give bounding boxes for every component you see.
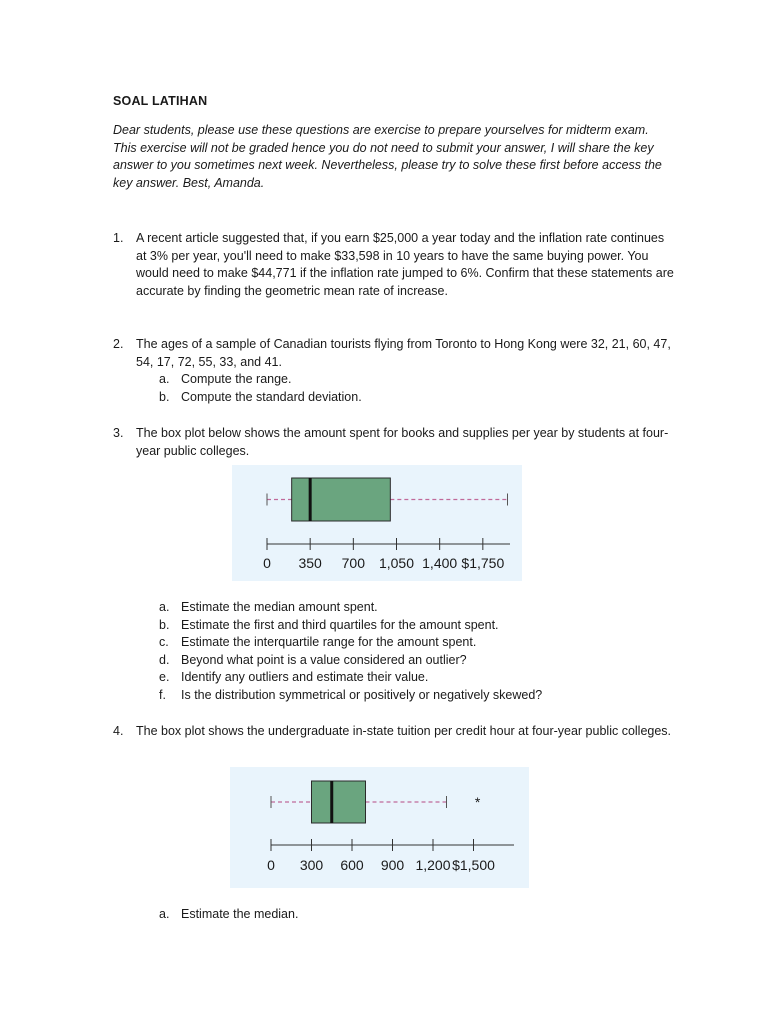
part-text: Is the distribution symmetrical or positively or negatively skewed? bbox=[181, 687, 543, 702]
question-4 bbox=[113, 723, 678, 741]
part-letter: b. bbox=[159, 617, 170, 632]
box-plot-svg bbox=[232, 465, 522, 581]
part-letter: a. bbox=[159, 372, 170, 387]
question-part bbox=[159, 669, 678, 687]
box-plot-tuition bbox=[230, 767, 529, 888]
question-4-parts bbox=[113, 906, 678, 924]
x-tick-label: 1,400 bbox=[422, 555, 458, 571]
question-text: The box plot below shows the amount spent for books and supplies per year by students at four-year public colleges. bbox=[136, 426, 669, 458]
part-text: Estimate the first and third quartiles for the amount spent. bbox=[181, 617, 499, 632]
question-3-parts bbox=[113, 599, 678, 705]
question-number: 1. bbox=[113, 231, 124, 245]
part-letter: c. bbox=[159, 635, 169, 650]
part-letter: e. bbox=[159, 670, 170, 685]
part-text: Compute the range. bbox=[181, 372, 292, 387]
x-tick-label: $1,750 bbox=[461, 555, 505, 571]
x-tick-label: 700 bbox=[341, 555, 366, 571]
x-tick-label: 0 bbox=[267, 857, 275, 873]
question-part bbox=[159, 687, 678, 705]
part-text: Estimate the median amount spent. bbox=[181, 600, 378, 614]
question-text: The ages of a sample of Canadian tourists flying from Toronto to Hong Kong were 32, 21, 60, 47, 54, 17, 72, 55, 33, and 41. bbox=[136, 337, 671, 369]
part-text: Identify any outliers and estimate their value. bbox=[181, 670, 429, 685]
question-3 bbox=[113, 425, 678, 460]
part-letter: a. bbox=[159, 600, 170, 614]
x-tick-label: 350 bbox=[298, 555, 322, 571]
x-tick-label: 600 bbox=[340, 857, 364, 873]
x-tick-label: 0 bbox=[263, 555, 271, 571]
part-text: Estimate the median. bbox=[181, 907, 299, 921]
x-tick-label: 900 bbox=[380, 857, 405, 873]
outlier-marker: * bbox=[474, 794, 481, 810]
x-tick-label: $1,500 bbox=[452, 857, 495, 873]
question-part bbox=[159, 652, 678, 670]
part-letter: f. bbox=[159, 687, 166, 702]
question-number: 4. bbox=[113, 724, 124, 738]
question-text: A recent article suggested that, if you earn $25,000 a year today and the inflation rate continues at 3% per year, you'll need to make $33,598 in 10 years to have the same buying power. You would need to make $44,771 if the inflation rate jumped to 6%. Confirm that these statements are accurate by finding the geometric mean rate of increase. bbox=[136, 231, 674, 298]
part-text: Beyond what point is a value considered an outlier? bbox=[181, 652, 467, 667]
document-heading: SOAL LATIHAN bbox=[113, 94, 208, 108]
question-part bbox=[159, 634, 678, 652]
question-part bbox=[159, 617, 678, 635]
question-number: 2. bbox=[113, 337, 124, 351]
iqr-box bbox=[312, 781, 366, 823]
question-part bbox=[159, 389, 678, 407]
question-2 bbox=[113, 336, 678, 406]
question-number: 3. bbox=[113, 426, 124, 440]
x-tick-label: 300 bbox=[299, 857, 324, 873]
iqr-box bbox=[292, 478, 391, 521]
part-letter: b. bbox=[159, 389, 170, 404]
x-tick-label: 1,200 bbox=[415, 857, 451, 873]
question-1 bbox=[113, 230, 678, 300]
part-letter: a. bbox=[159, 907, 170, 921]
question-part bbox=[159, 906, 678, 924]
box-plot-books-supplies bbox=[232, 465, 522, 581]
x-tick-label: 1,050 bbox=[378, 555, 415, 571]
question-part bbox=[159, 599, 678, 617]
question-text: The box plot shows the undergraduate in-state tuition per credit hour at four-year public colleges. bbox=[136, 724, 672, 738]
intro-paragraph: Dear students, please use these questions are exercise to prepare yourselves for midterm exam. This exercise will not be graded hence you do not need to submit your answer, I will share the key answer to you sometimes next week. Nevertheless, please try to solve these first before access the key answer. Best, Amanda. bbox=[113, 123, 662, 190]
question-part bbox=[159, 371, 678, 389]
box-plot-svg bbox=[230, 767, 529, 888]
part-letter: d. bbox=[159, 652, 170, 667]
part-text: Compute the standard deviation. bbox=[181, 389, 362, 404]
part-text: Estimate the interquartile range for the amount spent. bbox=[181, 635, 477, 650]
